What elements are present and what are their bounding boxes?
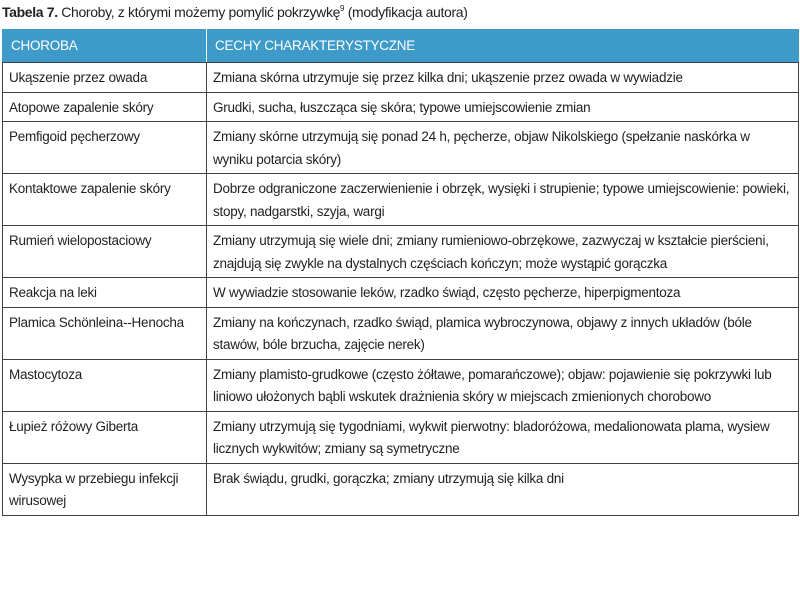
features-cell: Zmiany utrzymują się tygodniami, wykwit pierwotny: bladoróżowa, medalionowata plama, wysiew licznych wykwitów; zmiany są symetryczne: [207, 411, 799, 463]
diseases-table: [2, 29, 799, 516]
features-cell: Zmiany plamisto-grudkowe (często żółtawe, pomarańczowe); objaw: pojawienie się pokrzywki lub liniowo ułożonych bąbli wskutek drażnienia skóry w miejscach zmienionych chorobowo: [207, 359, 799, 411]
disease-cell: Kontaktowe zapalenie skóry: [3, 174, 207, 226]
caption-text: Choroby, z którymi możemy pomylić pokrzywkę: [57, 4, 341, 20]
disease-cell: Pemfigoid pęcherzowy: [3, 122, 207, 174]
table-row: [3, 411, 799, 463]
disease-cell: Wysypka w przebiegu infekcji wirusowej: [3, 463, 207, 515]
table-row: [3, 92, 799, 122]
table-header: [3, 29, 799, 63]
features-cell: Zmiany na kończynach, rzadko świąd, plamica wybroczynowa, objawy z innych układów (bóle stawów, bóle brzucha, zajęcie nerek): [207, 307, 799, 359]
disease-cell: Mastocytoza: [3, 359, 207, 411]
table-row: [3, 307, 799, 359]
disease-cell: Ukąszenie przez owada: [3, 63, 207, 93]
features-cell: Zmiany utrzymują się wiele dni; zmiany rumieniowo-obrzękowe, zazwyczaj w kształcie pierścieni, znajdują się zwykle na dystalnych częściach kończyn; może wystąpić gorączka: [207, 226, 799, 278]
disease-cell: Reakcja na leki: [3, 278, 207, 308]
features-cell: Zmiana skórna utrzymuje się przez kilka dni; ukąszenie przez owada w wywiadzie: [207, 63, 799, 93]
disease-cell: Plamica Schönleina--Henocha: [3, 307, 207, 359]
reference-number: 9: [340, 4, 345, 13]
disease-cell: Rumień wielopostaciowy: [3, 226, 207, 278]
table-row: [3, 122, 799, 174]
header-disease: CHOROBA: [3, 29, 207, 63]
table-row: [3, 278, 799, 308]
table-body: [3, 63, 799, 516]
table-caption: [2, 3, 468, 21]
table-row: [3, 63, 799, 93]
table-row: [3, 359, 799, 411]
table-row: [3, 174, 799, 226]
disease-cell: Atopowe zapalenie skóry: [3, 92, 207, 122]
features-cell: Brak świądu, grudki, gorączka; zmiany utrzymują się kilka dni: [207, 463, 799, 515]
table-row: [3, 463, 799, 515]
caption-suffix: (modyfikacja autora): [344, 4, 468, 20]
disease-cell: Łupież różowy Giberta: [3, 411, 207, 463]
header-features: CECHY CHARAKTERYSTYCZNE: [207, 29, 799, 63]
table-row: [3, 226, 799, 278]
features-cell: Zmiany skórne utrzymują się ponad 24 h, pęcherze, objaw Nikolskiego (spełzanie naskórka w wyniku potarcia skóry): [207, 122, 799, 174]
features-cell: Dobrze odgraniczone zaczerwienienie i obrzęk, wysięki i strupienie; typowe umiejscowienie: powieki, stopy, nadgarstki, szyja, wargi: [207, 174, 799, 226]
table-number: Tabela 7.: [2, 4, 58, 20]
features-cell: W wywiadzie stosowanie leków, rzadko świąd, często pęcherze, hiperpigmentoza: [207, 278, 799, 308]
features-cell: Grudki, sucha, łuszcząca się skóra; typowe umiejscowienie zmian: [207, 92, 799, 122]
